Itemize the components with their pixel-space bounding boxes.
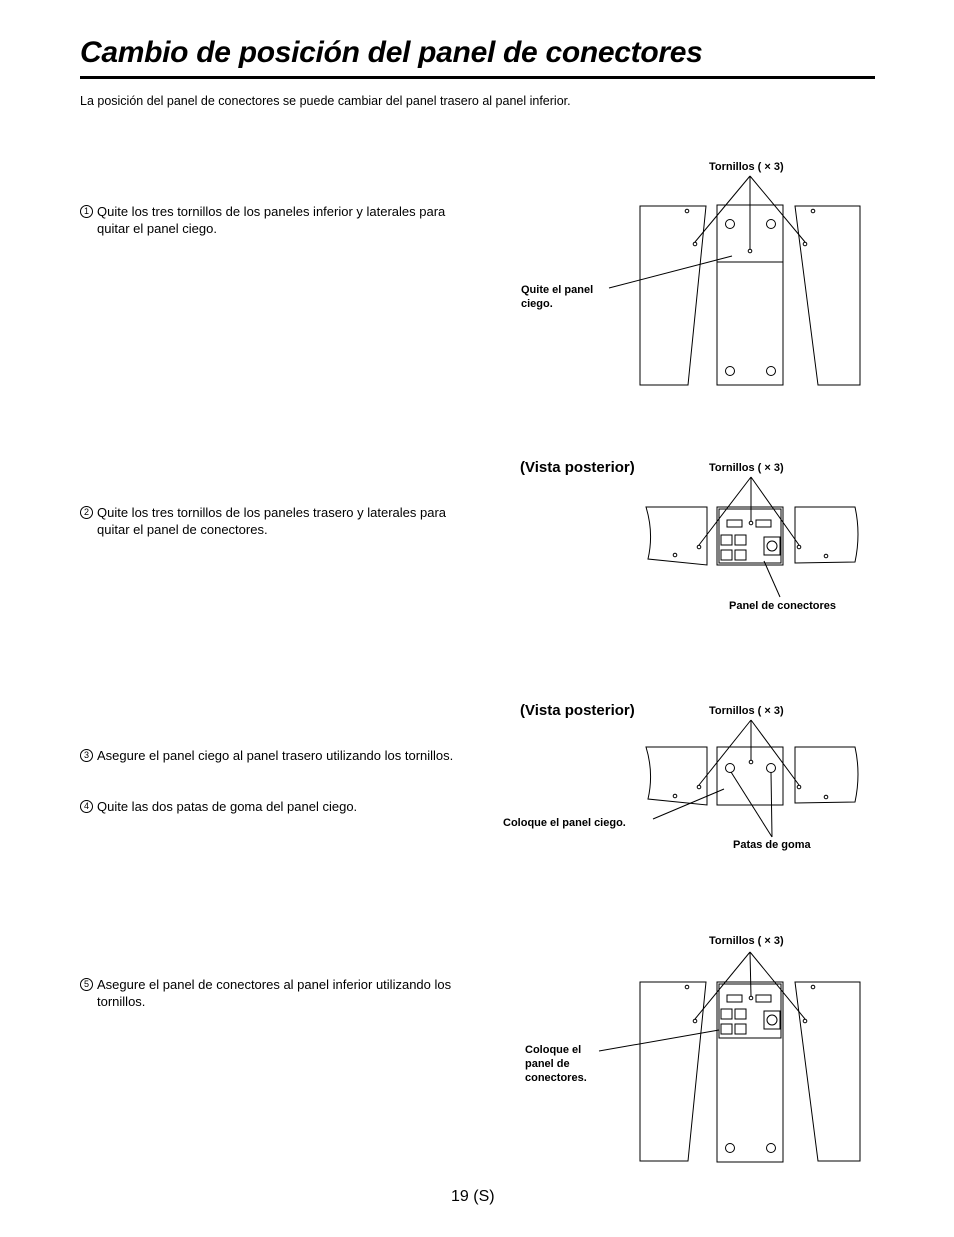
fig1-screws-label: Tornillos ( × 3) [709, 161, 784, 173]
fig4-rj-connector [735, 1009, 746, 1019]
step-2-marker: 2 [80, 506, 93, 519]
fig4-leader [750, 952, 751, 996]
step-5-text: Asegure el panel de conectores al panel inferior utilizando los tornillos. [97, 977, 452, 1009]
fig1-callout: Quite el panel ciego. [521, 284, 594, 310]
fig4-d-sub-connector [756, 995, 771, 1002]
fig2-callout: Panel de conectores [729, 600, 836, 612]
fig4-foot-hole [767, 1144, 776, 1153]
fig4-screw [693, 1019, 697, 1023]
fig4-power-connector [764, 1011, 780, 1029]
step-1-marker: 1 [80, 205, 93, 218]
page-number: 19 (S) [451, 1188, 495, 1205]
fig4-leader [750, 952, 805, 1019]
fig4-rj-connector [721, 1009, 732, 1019]
fig4-screw [803, 1019, 807, 1023]
step-3-text: Asegure el panel ciego al panel trasero utilizando los tornillos. [97, 748, 454, 763]
fig4-callout-leader [599, 1030, 719, 1051]
fig3-callout: Coloque el panel ciego. [503, 817, 626, 829]
fig4-right-side-panel [795, 982, 860, 1161]
fig3-screws-label: Tornillos ( × 3) [709, 705, 784, 717]
fig4-screws-label: Tornillos ( × 3) [709, 935, 784, 947]
fig3-view-label: (Vista posterior) [520, 702, 635, 719]
fig4-rj-connector [721, 1024, 732, 1034]
fig4-rj-connector [735, 1024, 746, 1034]
step-1-text: Quite los tres tornillos de los paneles inferior y laterales para quitar el panel ciego. [97, 204, 446, 236]
fig4-power-connector-ring [767, 1015, 777, 1025]
page-title: Cambio de posición del panel de conectores [80, 36, 703, 69]
fig4-d-sub-connector [727, 995, 742, 1002]
step-3-marker: 3 [80, 749, 93, 762]
fig4-foot-hole [726, 1144, 735, 1153]
fig3-callout2: Patas de goma [733, 839, 811, 851]
fig2-view-label: (Vista posterior) [520, 459, 635, 476]
fig4-left-side-panel [640, 982, 706, 1161]
step-4-marker: 4 [80, 800, 93, 813]
fig2-screws-label: Tornillos ( × 3) [709, 462, 784, 474]
step-2-text: Quite los tres tornillos de los paneles trasero y laterales para quitar el panel de conectores. [97, 505, 447, 537]
intro-text: La posición del panel de conectores se puede cambiar del panel trasero al panel inferior. [80, 94, 571, 108]
fig4-callout: Coloque el panel de conectores. [525, 1044, 587, 1084]
fig4-screw-hole [685, 985, 689, 989]
step-4-text: Quite las dos patas de goma del panel ciego. [97, 799, 358, 814]
fig4-screw-hole [811, 985, 815, 989]
fig4-screw [749, 996, 753, 1000]
step-5-marker: 5 [80, 978, 93, 991]
